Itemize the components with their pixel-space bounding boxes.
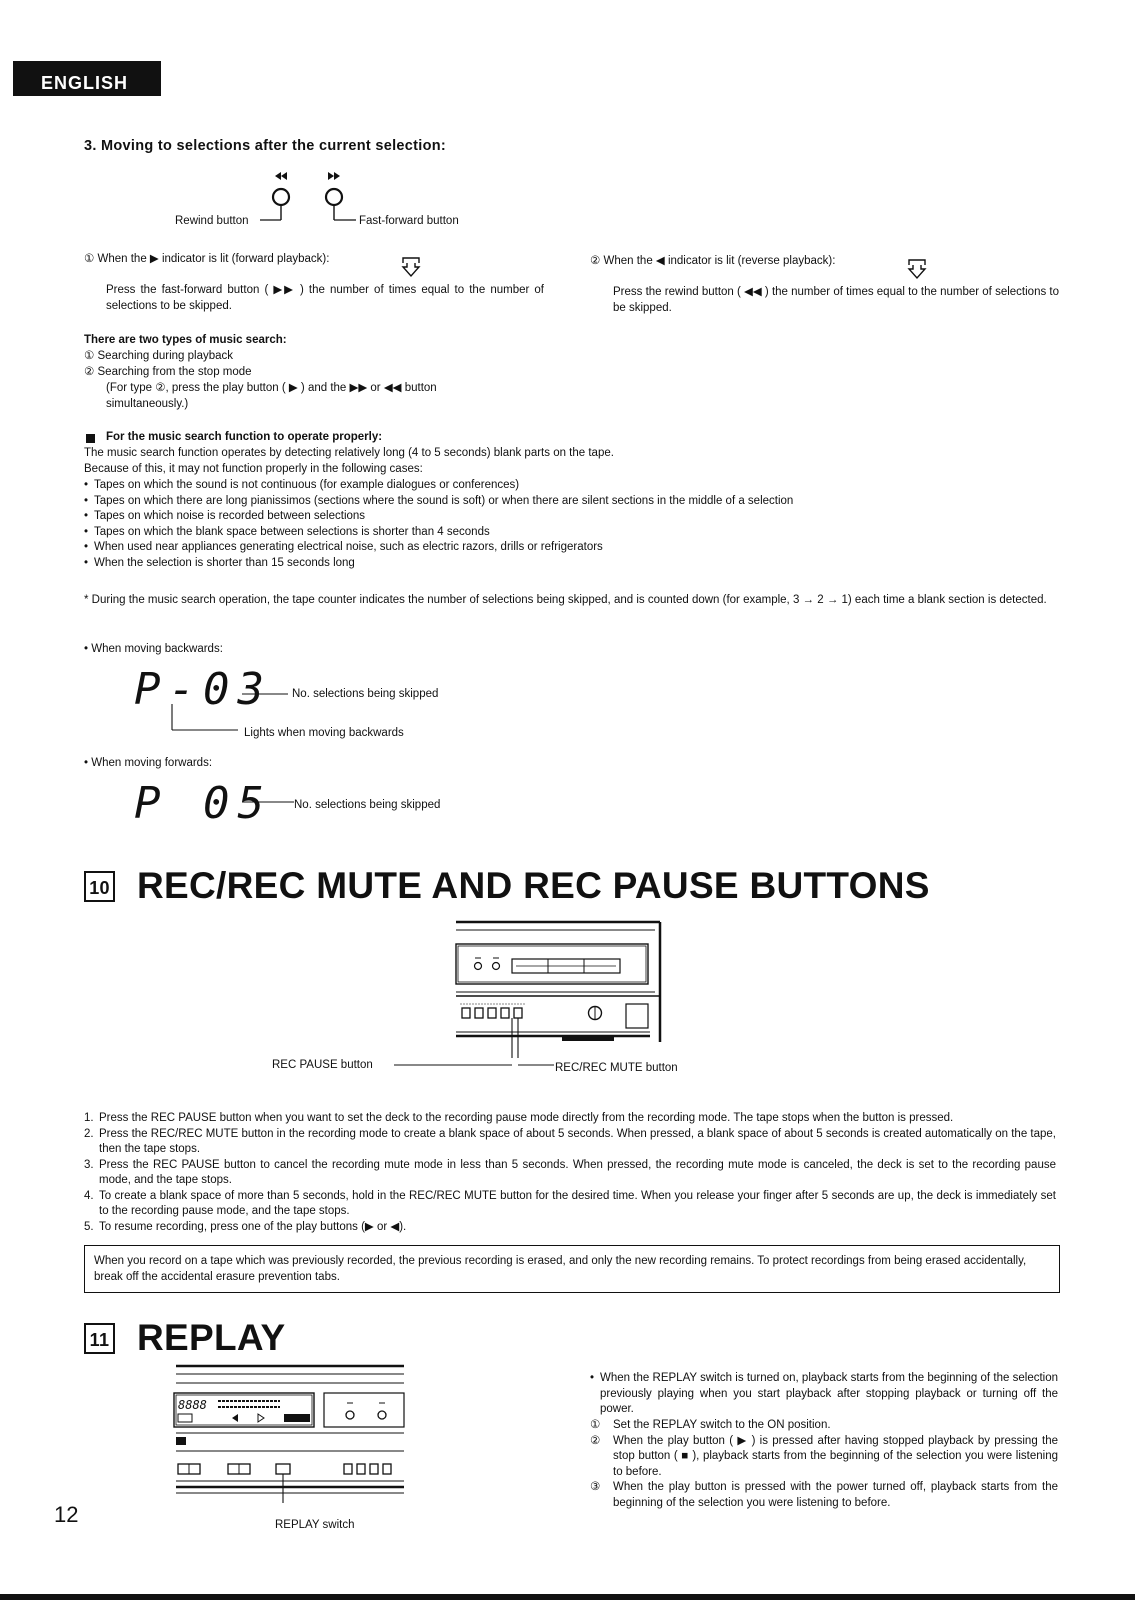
rec-steps-list (84, 1111, 1056, 1235)
rec-mute-button-label: REC/REC MUTE button (555, 1062, 678, 1074)
down-arrow-icon (906, 258, 930, 280)
forwards-callout-line (240, 790, 300, 810)
replay-switch-label: REPLAY switch (275, 1519, 355, 1531)
language-tab (13, 61, 161, 96)
square-bullet-icon (86, 434, 95, 443)
failure-case-list (84, 478, 1064, 571)
fast-forward-button-icon (326, 172, 356, 220)
reverse-case-heading: ② When the ◀ indicator is lit (reverse playback): (590, 255, 836, 267)
section-number-box: 11 (84, 1323, 115, 1354)
search-type-item: ② Searching from the stop mode (84, 366, 252, 378)
down-arrow-icon (400, 256, 424, 278)
backwards-counter-display: P-03 (134, 664, 272, 715)
page-number: 12 (54, 1502, 79, 1527)
list-item: • Tapes on which noise is recorded between selections (84, 509, 1064, 525)
switch-row-icon (178, 1464, 391, 1474)
search-type-note: simultaneously.) (106, 398, 189, 410)
forward-case-body: Press the fast-forward button ( ▶▶ ) the number of times equal to the number of selections to be skipped. (106, 284, 544, 312)
list-item: • When used near appliances generating electrical noise, such as electric razors, drills or refrigerators (84, 540, 1064, 556)
section-11-title: REPLAY (137, 1317, 286, 1358)
proper-operation-line: The music search function operates by detecting relatively long (4 to 5 seconds) blank parts on the tape. (84, 447, 614, 459)
list-item: ① Set the REPLAY switch to the ON position. (590, 1419, 831, 1431)
forwards-label: • When moving forwards: (84, 757, 213, 769)
backwards-label: • When moving backwards: (84, 643, 223, 655)
erasure-note-box (84, 1245, 1060, 1293)
tape-counter-footnote: * During the music search operation, the tape counter indicates the number of selections being skipped, and is counted down (for example, 3 → 2 → 1) each time a blank section is detected. (84, 594, 1047, 606)
transport-buttons-icon (512, 959, 620, 973)
forward-case-heading: ① When the ▶ indicator is lit (forward playback): (84, 253, 330, 265)
list-item: • When the selection is shorter than 15 seconds long (84, 556, 1064, 572)
section-number-box: 10 (84, 871, 115, 902)
section-11-heading (84, 1318, 285, 1358)
search-types-title: There are two types of music search: (84, 334, 287, 346)
backwards-callout-skipped: No. selections being skipped (292, 688, 439, 700)
fast-forward-button-icon (493, 958, 500, 970)
rec-pause-button-label: REC PAUSE button (272, 1059, 373, 1071)
list-item: 3. Press the REC PAUSE button to cancel the recording mute mode in less than 5 seconds. When pressed, the recording mute mode is canceled, the deck is set to the recording pause mode, and the tape stops. (84, 1158, 1056, 1186)
reverse-case-body: Press the rewind button ( ◀◀ ) the number of times equal to the number of selections to be skipped. (613, 286, 1059, 314)
fast-forward-button-icon (378, 1403, 386, 1419)
page-bottom-edge (0, 1594, 1135, 1600)
svg-text:8888: 8888 (178, 1398, 207, 1412)
section-10-heading (84, 866, 930, 906)
list-item: ② When the play button ( ▶ ) is pressed after having stopped playback by pressing the stop button ( ■ ), playback starts from the beginning of the selection you were listening to before. (590, 1434, 1058, 1478)
forwards-callout-skipped: No. selections being skipped (294, 799, 441, 811)
list-item: 5. To resume recording, press one of the play buttons (▶ or ◀). (84, 1220, 407, 1233)
language-tab-label: ENGLISH (41, 73, 129, 93)
replay-panel-diagram (172, 1363, 408, 1508)
search-type-item: ① Searching during playback (84, 350, 234, 362)
rewind-button-icon (260, 172, 289, 220)
section-3-title: 3. Moving to selections after the current selection: (84, 138, 447, 154)
rewind-button-icon (346, 1403, 354, 1419)
list-item: 1. Press the REC PAUSE button when you want to set the deck to the recording pause mode directly from the recording mode. The tape stops when the button is pressed. (84, 1112, 954, 1124)
forwards-counter-display: P 05 (134, 778, 272, 829)
proper-operation-line: Because of this, it may not function properly in the following cases: (84, 463, 423, 475)
rewind-button-label: Rewind button (175, 215, 249, 227)
list-item: • Tapes on which the sound is not continuous (for example dialogues or conferences) (84, 478, 1064, 494)
erasure-note: When you record on a tape which was previously recorded, the previous recording is erased, and only the new recording remains. To protect recordings from being erased accidentally, break off the accidental erasure prevention tabs. (94, 1255, 1027, 1283)
list-item: • Tapes on which there are long pianissimos (sections where the sound is soft) or when there are silent sections in the middle of a selection (84, 494, 1064, 510)
display-panel-icon (174, 1393, 314, 1427)
replay-intro-list (590, 1371, 1058, 1418)
input-level-knob-icon (589, 1007, 602, 1020)
list-item: 2. Press the REC/REC MUTE button in the recording mode to create a blank space of about 5 seconds. When pressed, a blank space of about 5 seconds is created automatically on the tape, then the tape stops. (84, 1127, 1056, 1155)
proper-operation-title: For the music search function to operate properly: (106, 431, 383, 443)
list-item: 4. To create a blank space of more than 5 seconds, hold in the REC/REC MUTE button for the desired time. When you release your finger after 5 seconds are up, the deck is immediately set to the recording pause mode, and the tape stops. (84, 1189, 1056, 1217)
fast-forward-button-label: Fast-forward button (359, 215, 459, 227)
list-item: • Tapes on which the blank space between selections is shorter than 4 seconds (84, 525, 1064, 541)
deck-front-panel-diagram (450, 918, 670, 1058)
replay-steps-list (590, 1418, 1058, 1511)
backwards-callout-lights: Lights when moving backwards (244, 727, 404, 739)
rec-callout-lines (390, 1050, 560, 1068)
list-item: • When the REPLAY switch is turned on, playback starts from the beginning of the selection previously playing when you start playback after stopping playback or turning off the power. (590, 1371, 1058, 1418)
list-item: ③ When the play button is pressed with the power turned off, playback starts from the beginning of the selection you were listening to before. (590, 1481, 1058, 1509)
search-type-note: (For type ②, press the play button ( ▶ ) and the ▶▶ or ◀◀ button (106, 382, 437, 394)
rewind-button-icon (475, 958, 482, 970)
section-10-title: REC/REC MUTE AND REC PAUSE BUTTONS (137, 865, 930, 906)
rec-buttons-icon (460, 1004, 526, 1018)
